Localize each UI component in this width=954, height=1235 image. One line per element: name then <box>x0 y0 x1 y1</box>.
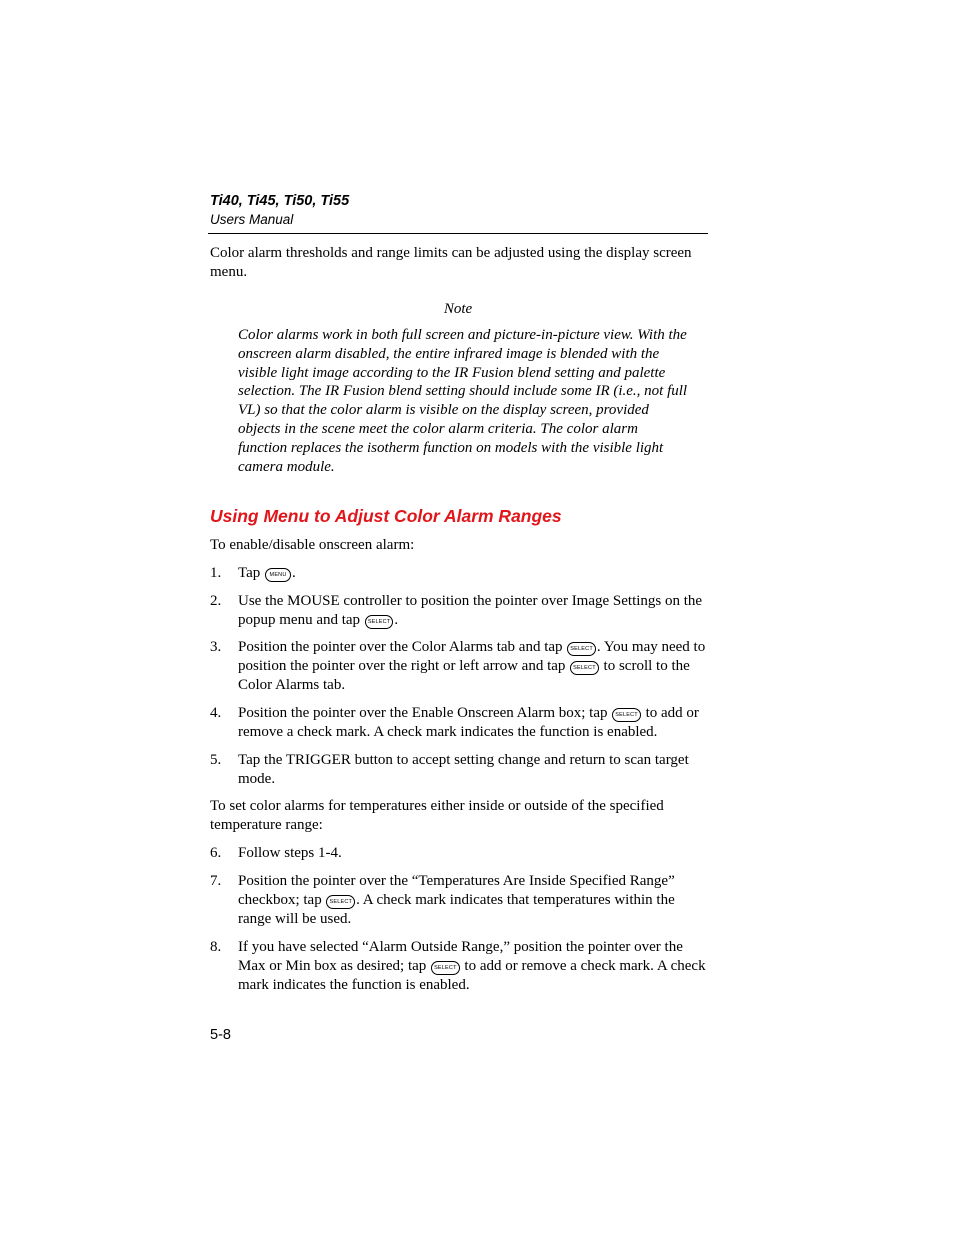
note-body: Color alarms work in both full screen and picture-in-picture view. With the onscreen alarm disabled, the entire infrared image is blended with the visible light image according to the IR Fusion blend setting and palette selection. The IR Fusion blend setting should include some IR (i.e., not full VL) so that the color alarm is visible on the display screen, provided objects in the scene meet the color alarm criteria. The color alarm function replaces the isotherm function on models with the visible light camera module. <box>238 327 688 475</box>
page-number: 5-8 <box>210 1027 231 1043</box>
list-item-step-8 <box>210 938 706 995</box>
step-number: 1. <box>210 565 222 581</box>
running-header-title: Ti40, Ti45, Ti50, Ti55 <box>210 193 350 209</box>
step-text: Use the MOUSE controller to position the pointer over Image Settings on the popup menu and tap SELECT . <box>238 593 703 628</box>
step-text: Follow steps 1-4. <box>238 845 342 861</box>
list-item-step-3 <box>210 638 706 695</box>
step-number: 8. <box>210 939 222 955</box>
section-heading: Using Menu to Adjust Color Alarm Ranges <box>210 506 562 526</box>
select-key-icon: SELECT <box>567 642 596 656</box>
lead-enable-disable: To enable/disable onscreen alarm: <box>210 537 415 553</box>
intro-paragraph: Color alarm thresholds and range limits can be adjusted using the display screen menu. <box>210 245 692 280</box>
step-text: Position the pointer over the Enable Onscreen Alarm box; tap SELECT to add or remove a check mark. A check mark indicates the function is enabled. <box>238 705 699 740</box>
step-number: 2. <box>210 593 222 609</box>
select-key-icon: SELECT <box>431 961 460 975</box>
header-divider <box>208 233 708 234</box>
step-text: Position the pointer over the Color Alarms tab and tap SELECT . You may need to position the pointer over the right or left arrow and tap SELECT to scroll to the Color Alarms tab. <box>238 639 706 693</box>
list-item-step-7 <box>210 872 706 929</box>
step-number: 3. <box>210 639 222 655</box>
running-header-subtitle: Users Manual <box>210 212 294 227</box>
list-item-step-5 <box>210 751 706 789</box>
step-text: If you have selected “Alarm Outside Range,” position the pointer over the Max or Min box as desired; tap SELECT to add or remove a check mark. A check mark indicates the function is enabled. <box>238 939 706 993</box>
list-item-step-4 <box>210 704 706 742</box>
step-number: 4. <box>210 705 222 721</box>
select-key-icon: SELECT <box>365 615 394 629</box>
select-key-icon: SELECT <box>570 661 599 675</box>
step-text: Tap MENU . <box>238 565 296 581</box>
select-key-icon: SELECT <box>326 895 355 909</box>
step-number: 5. <box>210 752 222 768</box>
note-label: Note <box>443 301 473 317</box>
select-key-icon: SELECT <box>612 708 641 722</box>
step-text: Tap the TRIGGER button to accept setting change and return to scan target mode. <box>238 752 689 787</box>
lead-set-color-alarms: To set color alarms for temperatures either inside or outside of the specified temperature range: <box>210 798 664 833</box>
menu-key-icon: MENU <box>265 568 291 582</box>
step-text: Position the pointer over the “Temperatures Are Inside Specified Range” checkbox; tap SELECT . A check mark indicates that temperatures within the range will be used. <box>238 873 675 927</box>
step-number: 6. <box>210 845 222 861</box>
step-number: 7. <box>210 873 222 889</box>
list-item-step-2 <box>210 592 706 630</box>
